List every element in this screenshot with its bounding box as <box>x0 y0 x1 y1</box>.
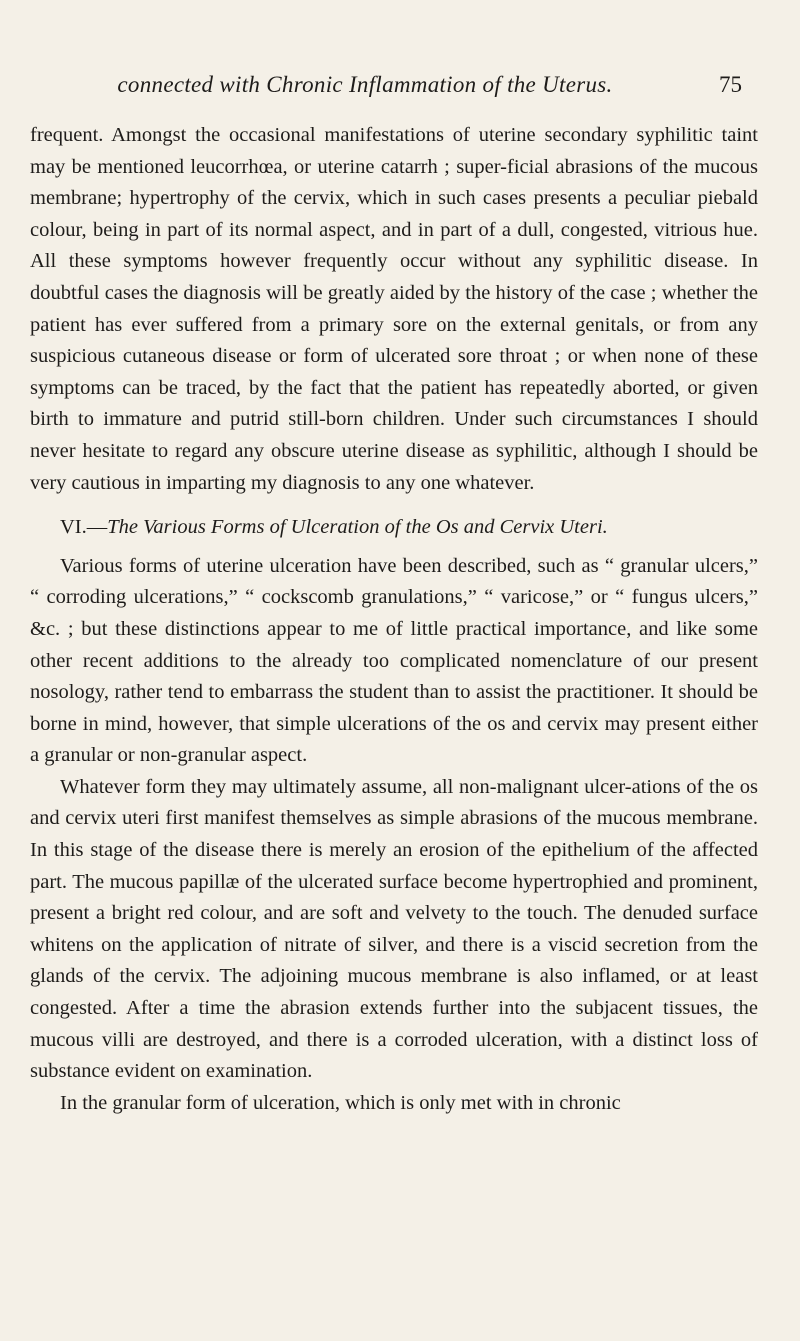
body-text <box>30 120 758 1119</box>
section-number: VI.— <box>60 516 108 539</box>
paragraph: In the granular form of ulceration, which is only met with in chronic <box>60 1091 621 1114</box>
page-header <box>30 72 770 112</box>
paragraph: Various forms of uterine ulceration have been described, such as “ granular ulcers,” “ corroding ulcerations,” “ cockscomb granulations,” “ varicose,” or “ fungus ulcers,” &c. ; but these distinctions appear to me of little practical importance, and like some other recent additions to the already too complicated nomenclature of our present nosology, rather tend to embarrass the student than to assist the practitioner. It should be borne in mind, however, that simple ulcerations of the os and cervix may present either a granular or non-granular aspect. <box>30 554 758 767</box>
paragraph: Whatever form they may ultimately assume, all non-malignant ulcer-ations of the os and cervix uteri first manifest themselves as simple abrasions of the mucous membrane. In this stage of the disease there is merely an erosion of the epithelium of the affected part. The mucous papillæ of the ulcerated surface become hypertrophied and prominent, present a bright red colour, and are soft and velvety to the touch. The denuded surface whitens on the application of nitrate of silver, and there is a viscid secretion from the glands of the cervix. The adjoining mucous membrane is also inflamed, or at least congested. After a time the abrasion extends further into the subjacent tissues, the mucous villi are destroyed, and there is a corroded ulceration, with a distinct loss of substance evident on examination. <box>30 775 758 1083</box>
section-heading <box>30 512 758 544</box>
paragraph-continued: frequent. Amongst the occasional manifestations of uterine secondary syphilitic taint may be mentioned leucorrhœa, or uterine catarrh ; super-ficial abrasions of the mucous membrane; hypertrophy of the cervix, which in such cases presents a peculiar piebald colour, being in part of its normal aspect, and in part of a dull, congested, vitrious hue. All these symptoms however frequently occur without any syphilitic disease. In doubtful cases the diagnosis will be greatly aided by the history of the case ; whether the patient has ever suffered from a primary sore on the external genitals, or from any suspicious cutaneous disease or form of ulcerated sore throat ; or when none of these symptoms can be traced, by the fact that the patient has repeatedly aborted, or given birth to immature and putrid still-born children. Under such circumstances I should never hesitate to regard any obscure uterine disease as syphilitic, although I should be very cautious in imparting my diagnosis to any one whatever. <box>30 124 758 494</box>
section-title: The Various Forms of Ulceration of the Os and Cervix Uteri. <box>107 516 608 539</box>
page-number: 75 <box>719 72 742 97</box>
running-title: connected with Chronic Inflammation of the Uterus. <box>117 72 613 97</box>
